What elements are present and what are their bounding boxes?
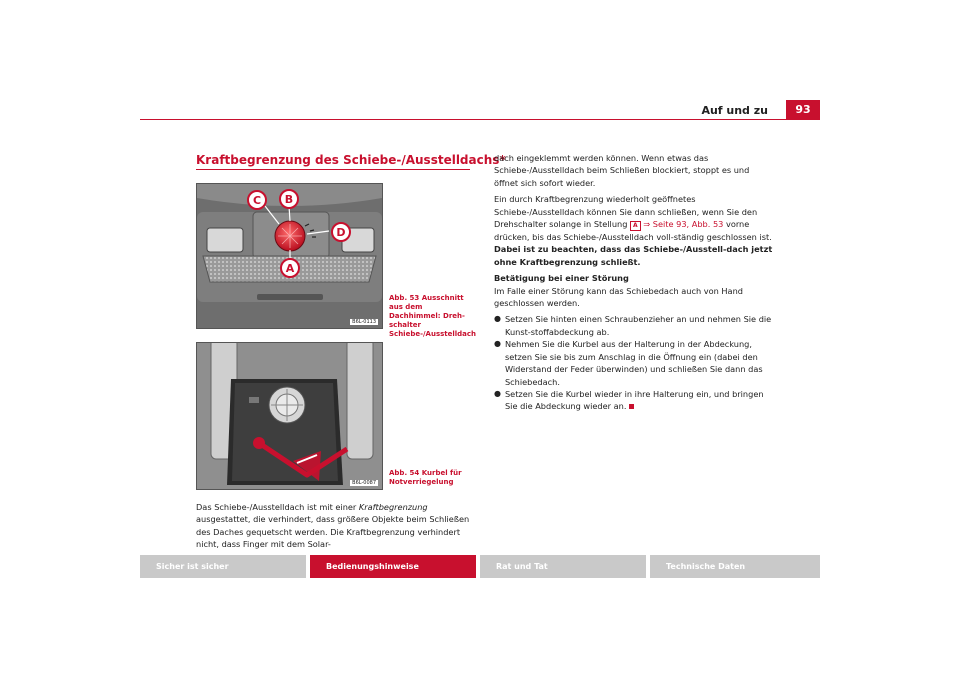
- bullet-icon: ●: [494, 314, 501, 324]
- body-text-left: [196, 501, 472, 551]
- page-reference-link[interactable]: ⇒ Seite 93, Abb. 53: [643, 219, 724, 230]
- callout-label-b: B: [284, 193, 294, 206]
- list-item-text: Nehmen Sie die Kurbel aus der Halterung in der Abdeckung, setzen Sie sie bis zum Anschlag in die Öffnung ein (dabei den Widerstand der Feder überwinden) und schließen Sie dann das Schiebedach.: [504, 339, 763, 387]
- text-span: vorne drücken, bis das Schiebe-/Ausstelldach voll-ständig geschlossen ist.: [494, 219, 772, 243]
- list-item: [494, 388, 774, 413]
- text-span: Ein durch Kraftbegrenzung wiederholt geöffnetes Schiebe-/Ausstelldach können Sie dann schließen, wenn Sie den Drehschalter solange in Stellung: [494, 194, 758, 230]
- text-bold: Dabei ist zu beachten, dass das Schiebe-/Ausstell-dach jetzt ohne Kraftbegrenzung schließt.: [494, 244, 773, 267]
- figure-emergency-crank: [196, 342, 383, 490]
- position-badge: A: [630, 221, 641, 231]
- paragraph: dach eingeklemmt werden können. Wenn etwas das Schiebe-/Ausstelldach beim Schließen blockiert, stoppt es und öffnet sich sofort wieder.: [494, 153, 750, 188]
- list-item: [494, 313, 774, 338]
- running-header-title: Auf und zu: [701, 104, 768, 117]
- list-item-text: Setzen Sie die Kurbel wieder in ihre Halterung ein, und bringen Sie die Abdeckung wieder an.: [504, 388, 764, 412]
- figure-code: B6L-0113: [352, 319, 376, 325]
- subheading: Betätigung bei einer Störung: [494, 273, 629, 284]
- page-number: 93: [786, 100, 820, 119]
- header-rule: [140, 119, 820, 120]
- figure-roof-switch: [196, 183, 383, 329]
- section-rule: [196, 169, 470, 170]
- list-item: [494, 338, 774, 388]
- callout-label-c: C: [252, 194, 262, 207]
- bullet-icon: ●: [494, 339, 501, 349]
- figure-caption: Abb. 54 Kurbel für Notverriegelung: [389, 469, 462, 486]
- list-item-text: Setzen Sie hinten einen Schraubenzieher an und nehmen Sie die Kunst-stoffabdeckung ab.: [504, 314, 772, 337]
- body-text-right: [494, 152, 774, 413]
- callout-label-d: D: [336, 226, 346, 239]
- text-span: Das Schiebe-/Ausstelldach ist mit einer: [196, 502, 359, 512]
- crank-illustration: [197, 343, 382, 489]
- roof-switch-illustration: [197, 184, 382, 328]
- bullet-icon: ●: [494, 388, 501, 398]
- footer-tab-sicher-ist-sicher[interactable]: Sicher ist sicher: [140, 555, 306, 578]
- footer-tab-bedienungshinweise[interactable]: Bedienungshinweise: [310, 555, 476, 578]
- callout-label-a: A: [285, 262, 295, 275]
- text-span: ausgestattet, die verhindert, dass größere Objekte beim Schließen des Daches gequetscht werden. Die Kraftbegrenzung verhindert nicht, dass Finger mit dem Solar-: [196, 514, 470, 550]
- footer-tab-technische-daten[interactable]: Technische Daten: [650, 555, 820, 578]
- paragraph: Im Falle einer Störung kann das Schiebedach auch von Hand geschlossen werden.: [494, 285, 743, 309]
- figure-code: B6L-0087: [352, 480, 376, 486]
- footer-tab-rat-und-tat[interactable]: Rat und Tat: [480, 555, 646, 578]
- section-title: Kraftbegrenzung des Schiebe-/Ausstelldachs*: [196, 153, 506, 167]
- figure-caption: Abb. 53 Ausschnitt aus dem Dachhimmel: Dreh-schalter Schiebe-/Ausstelldach: [389, 294, 477, 338]
- paragraph: [494, 193, 774, 268]
- end-of-section-icon: [629, 404, 634, 409]
- text-italic: Kraftbegrenzung: [358, 502, 428, 512]
